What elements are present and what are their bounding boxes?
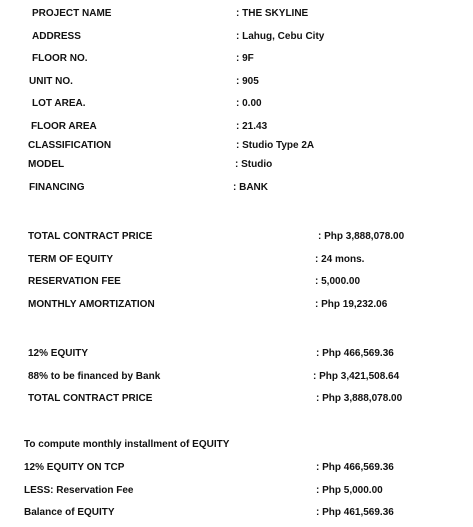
classification-value: : Studio Type 2A <box>236 140 315 151</box>
lot-area-label: LOT AREA. <box>32 98 86 109</box>
model-label: MODEL <box>28 159 65 170</box>
reservation-fee-label: RESERVATION FEE <box>28 276 121 287</box>
model-value: : Studio <box>235 159 273 170</box>
less-reservation-fee-label: LESS: Reservation Fee <box>24 485 134 496</box>
floor-area-label: FLOOR AREA <box>31 121 97 132</box>
unit-no-value: : 905 <box>236 76 259 87</box>
project-name-value: : THE SKYLINE <box>236 8 309 19</box>
equity-on-tcp-label: 12% EQUITY ON TCP <box>24 462 125 473</box>
equity-compute-heading: To compute monthly installment of EQUITY <box>24 439 230 450</box>
equity-12-value: : Php 466,569.36 <box>316 348 394 359</box>
floor-no-label: FLOOR NO. <box>32 53 88 64</box>
term-of-equity-label: TERM OF EQUITY <box>28 254 113 265</box>
monthly-amortization-label: MONTHLY AMORTIZATION <box>28 299 155 310</box>
project-name-label: PROJECT NAME <box>32 8 112 19</box>
floor-area-value: : 21.43 <box>236 121 268 132</box>
bank-financed-label: 88% to be financed by Bank <box>28 371 161 382</box>
unit-no-label: UNIT NO. <box>29 76 73 87</box>
total-contract-price-2-value: : Php 3,888,078.00 <box>316 393 403 404</box>
balance-of-equity-label: Balance of EQUITY <box>24 507 115 518</box>
balance-of-equity-value: : Php 461,569.36 <box>316 507 394 518</box>
equity-on-tcp-value: : Php 466,569.36 <box>316 462 394 473</box>
lot-area-value: : 0.00 <box>236 98 262 109</box>
financing-value: : BANK <box>233 182 268 193</box>
address-value: : Lahug, Cebu City <box>236 31 325 42</box>
total-contract-price-2-label: TOTAL CONTRACT PRICE <box>28 393 153 404</box>
financing-label: FINANCING <box>29 182 85 193</box>
term-of-equity-value: : 24 mons. <box>315 254 365 265</box>
less-reservation-fee-value: : Php 5,000.00 <box>316 485 383 496</box>
address-label: ADDRESS <box>32 31 81 42</box>
reservation-fee-value: : 5,000.00 <box>315 276 361 287</box>
total-contract-price-label: TOTAL CONTRACT PRICE <box>28 231 153 242</box>
total-contract-price-value: : Php 3,888,078.00 <box>318 231 405 242</box>
floor-no-value: : 9F <box>236 53 254 64</box>
classification-label: CLASSIFICATION <box>28 140 112 151</box>
equity-12-label: 12% EQUITY <box>28 348 89 359</box>
monthly-amortization-value: : Php 19,232.06 <box>315 299 388 310</box>
bank-financed-value: : Php 3,421,508.64 <box>313 371 400 382</box>
